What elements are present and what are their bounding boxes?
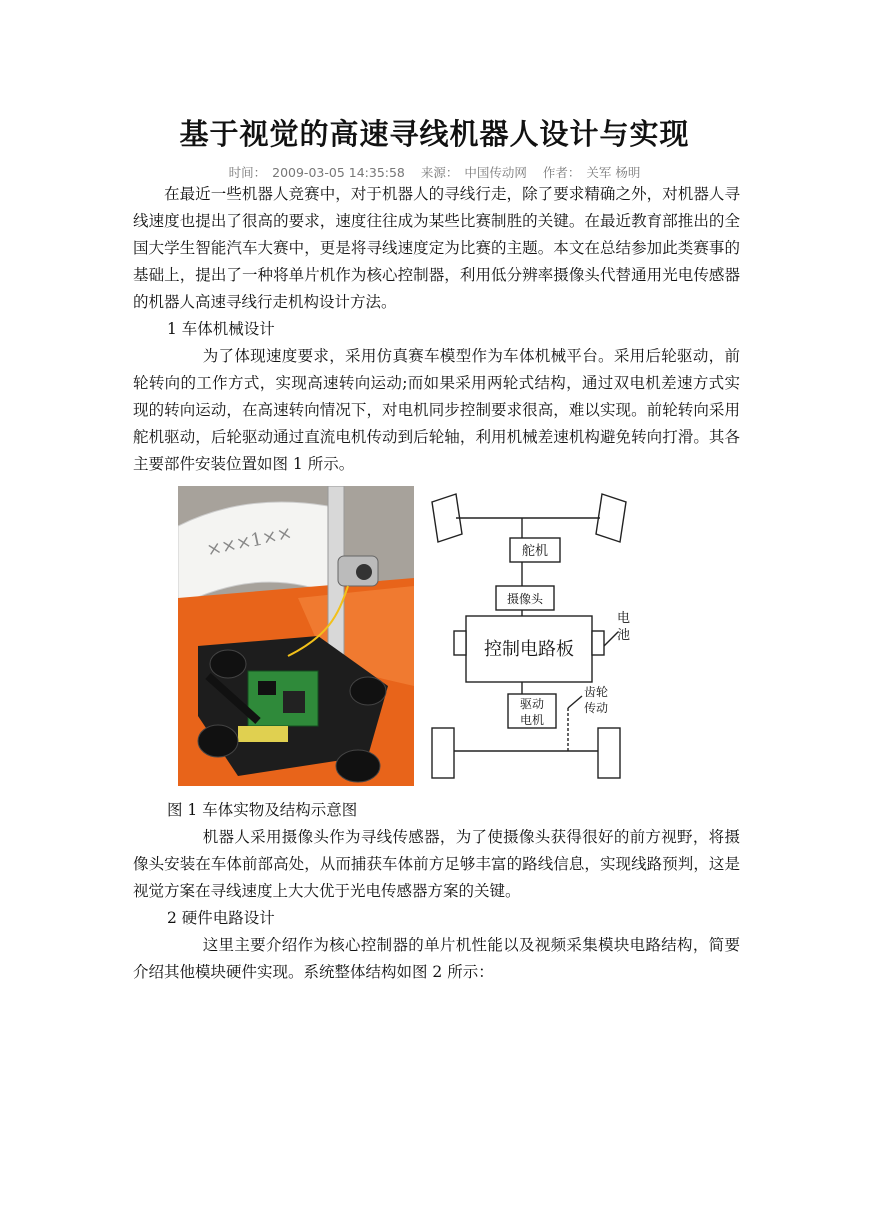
label-battery-1: 电 xyxy=(617,611,631,626)
page-title: 基于视觉的高速寻线机器人设计与实现 xyxy=(179,117,690,151)
article-meta xyxy=(0,163,869,181)
meta-time-label: 时间： xyxy=(228,165,267,180)
label-camera: 摄像头 xyxy=(506,592,544,606)
meta-author-label: 作者： xyxy=(542,165,581,180)
label-gear-1: 齿轮 xyxy=(584,685,609,699)
paper-marks: ×××1×× xyxy=(204,522,295,561)
label-battery-2: 池 xyxy=(617,628,631,643)
intro-paragraph: 在最近一些机器人竞赛中，对于机器人的寻线行走，除了要求精确之外，对机器人寻线速度也提出了很高的要求，速度往往成为某些比赛制胜的关键。在最近教育部推出的全国大学生智能汽车大赛中，更是将寻线速度定为比赛的主题。本文在总结参加此类赛事的基础上，提出了一种将单片机作为核心控制器，利用低分辨率摄像头代替通用光电传感器的机器人高速寻线行走机构设计方法。 xyxy=(133,185,740,311)
car-photo-illustration xyxy=(178,486,414,786)
meta-source xyxy=(418,165,530,180)
meta-author xyxy=(540,165,644,180)
section2-paragraph: 这里主要介绍作为核心控制器的单片机性能以及视频采集模块电路结构，简要介绍其他模块硬件实现。系统整体结构如图 2 所示： xyxy=(133,936,740,981)
label-motor-2: 电机 xyxy=(519,713,545,727)
meta-source-value: 中国传动网 xyxy=(464,165,527,180)
meta-time xyxy=(226,165,408,180)
structure-diagram-svg xyxy=(420,486,640,786)
section1-heading: 1 车体机械设计 xyxy=(167,320,275,338)
front-right-wheel xyxy=(596,494,626,542)
meta-time-value: 2009-03-05 14:35:58 xyxy=(272,165,405,180)
after-figure-paragraph: 机器人采用摄像头作为寻线传感器，为了使摄像头获得很好的前方视野，将摄像头安装在车体前部高处，从而捕获车体前方足够丰富的路线信息，实现线路预判，这是视觉方案在寻线速度上大大优于光电传感器方案的关键。 xyxy=(133,828,740,900)
rear-right-wheel xyxy=(598,728,620,778)
section1-paragraph: 为了体现速度要求，采用仿真赛车模型作为车体机械平台。采用后轮驱动，前轮转向的工作方式，实现高速转向运动;而如果采用两轮式结构，通过双电机差速方式实现的转向运动，在高速转向情况下，对电机同步控制要求很高，难以实现。前轮转向采用舵机驱动，后轮驱动通过直流电机传动到后轮轴，利用机械差速机构避免转向打滑。其各主要部件安装位置如图 1 所示。 xyxy=(133,347,740,473)
label-motor-1: 驱动 xyxy=(519,697,545,711)
figure1-structure-diagram xyxy=(420,486,640,786)
label-control-board: 控制电路板 xyxy=(484,639,574,660)
label-gear-2: 传动 xyxy=(584,701,609,715)
section2-heading: 2 硬件电路设计 xyxy=(167,909,275,927)
meta-author-value: 关军 杨明 xyxy=(586,165,641,180)
rear-left-wheel xyxy=(432,728,454,778)
figure1-photo xyxy=(178,486,414,786)
figure1-caption: 图 1 车体实物及结构示意图 xyxy=(167,801,358,819)
meta-source-label: 来源： xyxy=(420,165,459,180)
label-servo: 舵机 xyxy=(521,544,549,559)
